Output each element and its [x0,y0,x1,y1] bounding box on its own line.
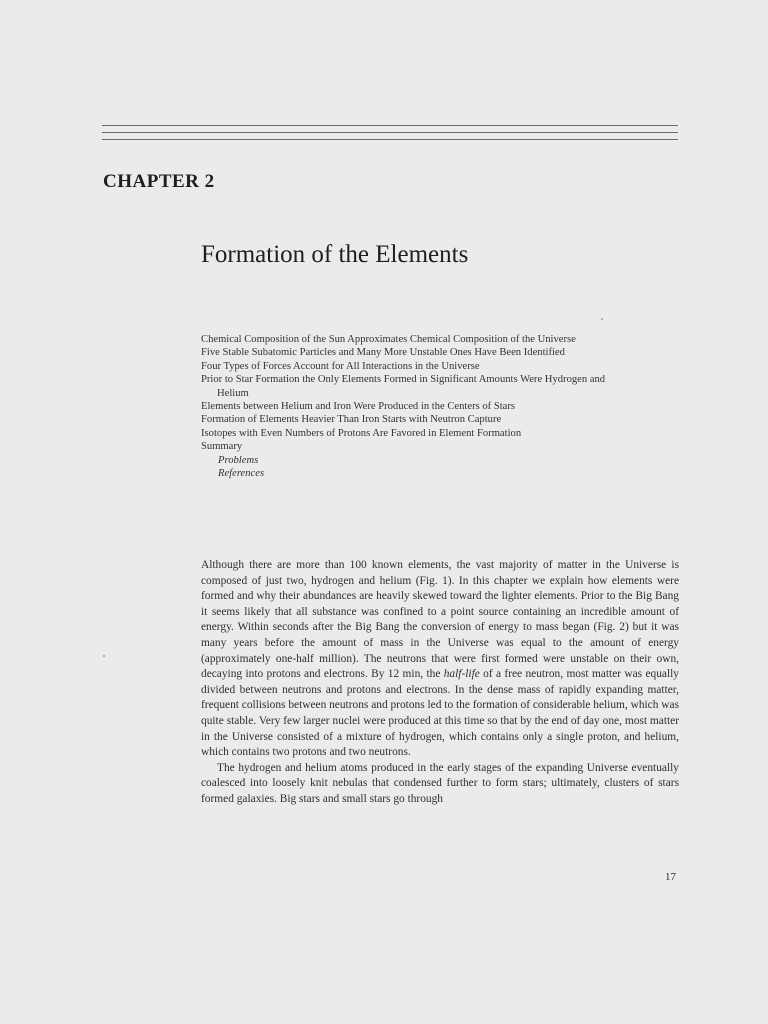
contents-item-references: References [218,468,265,480]
contents-item: Prior to Star Formation the Only Elements Formed in Significant Amounts Were Hydrogen and [201,374,606,386]
chapter-title: Formation of the Elements [201,241,469,268]
contents-item: Chemical Composition of the Sun Approximates Chemical Composition of the Universe [201,334,576,345]
contents-item: Elements between Helium and Iron Were Produced in the Centers of Stars [201,401,516,413]
header-rules [102,125,678,146]
header-rule [102,132,678,133]
contents-item: Four Types of Forces Account for All Interactions in the Universe [201,360,480,372]
contents-item-summary: Summary [201,441,243,453]
contents-item: Isotopes with Even Numbers of Protons Are Favored in Element Formation [201,427,522,439]
contents-item-continuation: Helium [217,387,249,399]
paper-speck [601,318,603,320]
paper-speck [103,655,105,657]
contents-item-problems: Problems [218,454,259,466]
header-rule [102,125,678,126]
contents-item: Five Stable Subatomic Particles and Many More Unstable Ones Have Been Identified [201,347,565,359]
italic-term: half-life [443,668,480,681]
page-number: 17 [665,871,676,883]
paragraph-text: of a free neutron, most matter was equally divided between neutrons and protons and electrons. In the dense mass of rapidly expanding matter, frequent collisions between neutrons and protons led to the formation of considerable helium, which was quite stable. Very few larger nuclei were produced at this time so that by the end of day one, most matter in the Universe consisted of a mixture of hydrogen, which contains only a single proton, and helium, which contains two protons and two neutrons. [201,668,679,759]
contents-item: Formation of Elements Heavier Than Iron Starts with Neutron Capture [201,414,502,426]
chapter-label: CHAPTER 2 [103,171,215,192]
header-rule [102,139,678,140]
paragraph-text: Although there are more than 100 known elements, the vast majority of matter in the Universe is composed of just two, hydrogen and helium (Fig. 1). In this chapter we explain how elements were formed and why their abundances are heavily skewed toward the lighter elements. Prior to the Big Bang it seems likely that all substance was confined to a point source containing an incredible amount of energy. Within seconds after the Big Bang the conversion of energy to mass began (Fig. 2) but it was many years before the amount of mass in the Universe was equal to the amount of energy (approximately one-half million). The neutrons that were first formed were unstable on their own, decaying into protons and electrons. By 12 min, the [201,559,679,681]
chapter-body [201,558,679,808]
body-paragraph: The hydrogen and helium atoms produced in the early stages of the expanding Universe eventually coalesced into loosely knit nebulas that condensed further to form stars; ultimately, clusters of stars formed galaxies. Big stars and small stars go through [201,761,679,805]
body-paragraph [201,558,679,761]
chapter-contents [201,333,661,480]
